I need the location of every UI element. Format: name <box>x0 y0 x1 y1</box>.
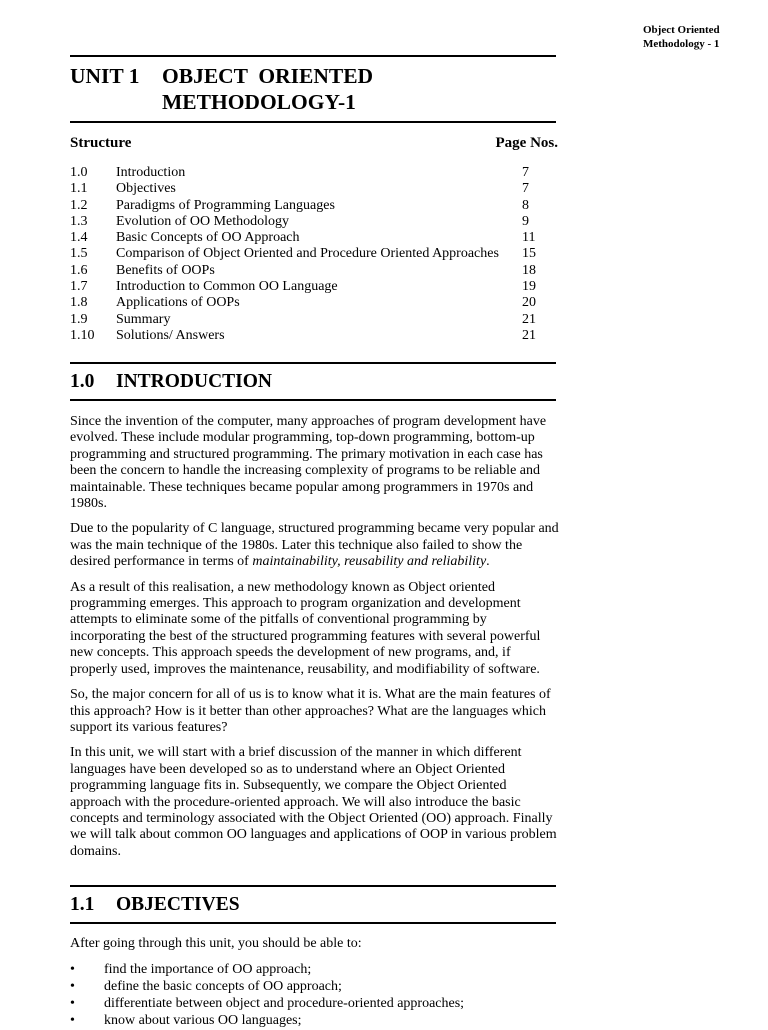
running-head <box>643 23 720 51</box>
structure-header <box>70 135 558 152</box>
toc-page: 21 <box>522 327 536 343</box>
paragraph: In this unit, we will start with a brief discussion of the manner in which different languages have been developed so as to understand where an Object Oriented programming language fits in. Subsequently, we compare the Object Oriented approach with the procedure-oriented approach. We will also introduce the basic concepts and terminology associated with the Object Oriented (OO) approach. Finally we will talk about common OO languages and applications of OOP in various problem domains. <box>70 745 557 859</box>
divider <box>70 885 556 887</box>
section-heading-objectives <box>70 894 240 916</box>
toc-title: Introduction to Common OO Language <box>116 279 338 295</box>
unit-title-line1: OBJECT ORIENTED <box>162 64 374 88</box>
objectives-lead: After going through this unit, you should be able to: <box>70 936 362 951</box>
toc-row <box>70 230 546 246</box>
section-heading-introduction <box>70 371 272 393</box>
toc-num: 1.9 <box>70 311 88 327</box>
list-item-text: know about various OO languages; <box>104 1013 302 1028</box>
toc-page: 20 <box>522 295 536 311</box>
toc-page: 11 <box>522 230 536 246</box>
emphasis-text: maintainability, reusability and reliability <box>252 554 487 570</box>
unit-title-line2: METHODOLOGY-1 <box>162 90 356 114</box>
toc-title: Paradigms of Programming Languages <box>116 197 335 213</box>
objectives-list <box>70 962 560 1030</box>
running-head-line: Object Oriented <box>643 24 720 36</box>
toc-num: 1.10 <box>70 327 95 343</box>
paragraph: So, the major concern for all of us is to know what it is. What are the main features of this approach? How is it better than other approaches? What are the languages which support its various features? <box>70 687 551 735</box>
toc-row <box>70 328 546 344</box>
list-item-text: differentiate between object and procedure-oriented approaches; <box>104 996 465 1011</box>
toc-num: 1.8 <box>70 295 88 311</box>
list-item <box>70 962 560 979</box>
toc-page: 9 <box>522 213 529 229</box>
paragraph <box>70 521 560 570</box>
list-item <box>70 996 560 1013</box>
toc-page: 15 <box>522 246 536 262</box>
section-number: 1.0 <box>70 371 95 392</box>
toc-num: 1.5 <box>70 246 88 262</box>
toc-title: Evolution of OO Methodology <box>116 213 290 229</box>
toc-page: 8 <box>522 197 529 213</box>
toc-title: Applications of OOPs <box>116 295 240 311</box>
toc-page: 18 <box>522 262 536 278</box>
toc-num: 1.6 <box>70 262 88 278</box>
page-nos-label: Page Nos. <box>495 135 558 151</box>
paragraph-text: . <box>486 554 490 570</box>
unit-number: UNIT 1 <box>70 64 140 88</box>
toc-page: 7 <box>522 165 529 180</box>
toc-page: 21 <box>522 311 536 327</box>
toc-page: 7 <box>522 181 529 197</box>
bullet-icon: • <box>70 1013 75 1028</box>
toc-row <box>70 312 546 328</box>
toc-row <box>70 263 546 279</box>
toc-page: 19 <box>522 279 536 295</box>
toc-title: Introduction <box>116 165 186 180</box>
toc-title: Basic Concepts of OO Approach <box>116 230 300 246</box>
divider <box>70 399 556 401</box>
toc-title: Objectives <box>116 181 176 197</box>
paragraph-text: Due to the popularity of C language, structured programming became very popular and was the main technique of the 1980s. Later this technique also failed to show the desired performance in terms of <box>70 521 559 570</box>
bullet-icon: • <box>70 962 75 977</box>
section-title: INTRODUCTION <box>116 371 273 392</box>
toc-num: 1.7 <box>70 279 88 295</box>
list-item-text: find the importance of OO approach; <box>104 962 312 977</box>
toc-num: 1.3 <box>70 213 88 229</box>
toc-row <box>70 295 546 311</box>
toc-title: Summary <box>116 311 171 327</box>
section-title: OBJECTIVES <box>116 894 240 915</box>
running-head-line: Methodology - 1 <box>643 38 720 50</box>
toc-num: 1.0 <box>70 165 88 180</box>
toc-title: Comparison of Object Oriented and Procedure Oriented Approaches <box>116 246 499 262</box>
toc-num: 1.2 <box>70 197 88 213</box>
toc-row <box>70 214 546 230</box>
structure-label: Structure <box>70 135 132 151</box>
divider <box>70 121 556 123</box>
divider <box>70 55 556 57</box>
toc-num: 1.1 <box>70 181 88 197</box>
divider <box>70 922 556 924</box>
toc-num: 1.4 <box>70 230 88 246</box>
toc-row <box>70 279 546 295</box>
toc-row <box>70 198 546 214</box>
toc-title: Solutions/ Answers <box>116 327 225 343</box>
paragraph: As a result of this realisation, a new methodology known as Object oriented programming emerges. This approach to program organization and development attempts to eliminate some of the pitfalls of conventional programming by incorporating the best of the structured programming features with several powerful new concepts. This approach speeds the development of new programs, and, if properly used, improves the maintenance, reusability, and modifiability of software. <box>70 579 541 677</box>
toc-row <box>70 246 546 262</box>
toc-row <box>70 165 546 181</box>
toc-title: Benefits of OOPs <box>116 262 215 278</box>
bullet-icon: • <box>70 996 75 1011</box>
list-item <box>70 1013 560 1030</box>
toc-row <box>70 181 546 197</box>
divider <box>70 362 556 364</box>
introduction-body <box>70 414 560 869</box>
unit-title <box>70 63 373 115</box>
table-of-contents <box>70 165 546 344</box>
list-item-text: define the basic concepts of OO approach; <box>104 979 342 994</box>
list-item <box>70 979 560 996</box>
paragraph: Since the invention of the computer, many approaches of program development have evolved. These include modular programming, top-down programming, bottom-up programming and structured programming. The primary motivation in each case has been the concern to handle the increasing complexity of programs to be reliable and maintainable. These techniques became popular among programmers in 1970s and 1980s. <box>70 414 547 512</box>
section-number: 1.1 <box>70 894 95 915</box>
bullet-icon: • <box>70 979 75 994</box>
